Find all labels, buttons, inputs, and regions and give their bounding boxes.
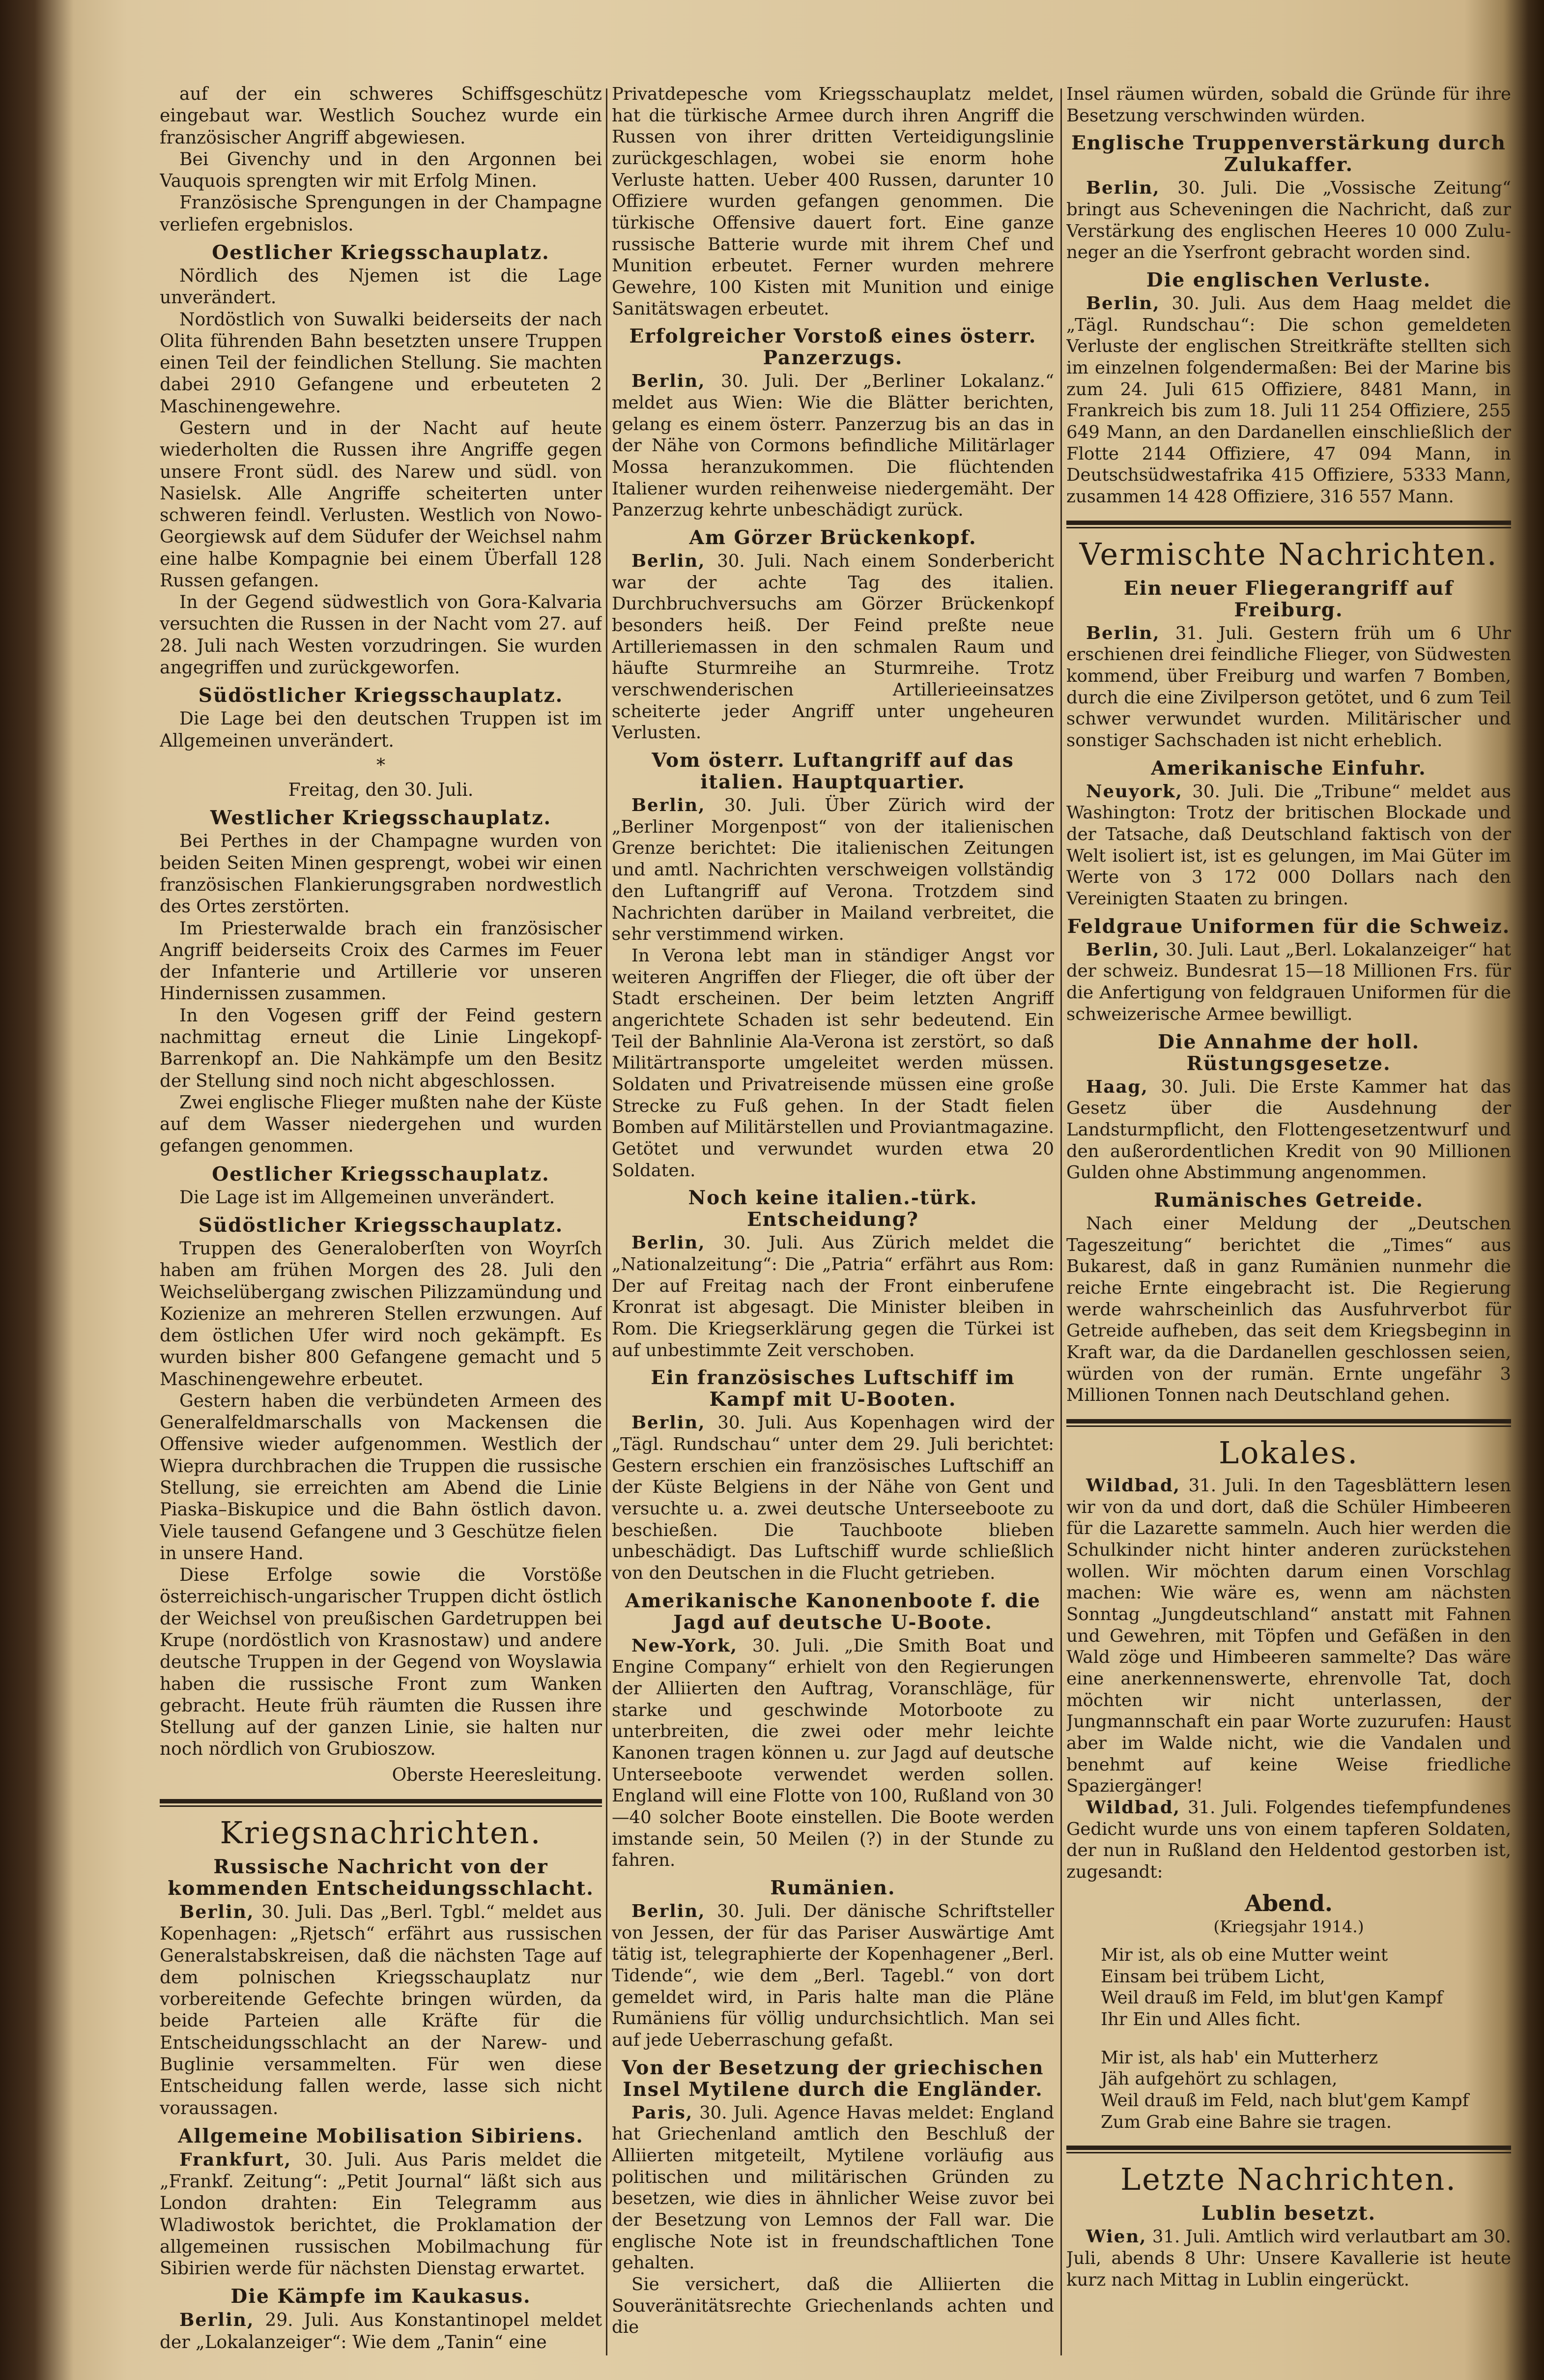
paragraph: In den Vogesen griff der Feind gestern nachmittag erneut die Linie Lingekopf-Barrenkopf an. Die Nahkämpfe um den Besitz der Stellung sind noch nicht abgeschlossen. [160,1005,602,1091]
poem-line: Weil drauß im Feld, im blut'gen Kampf [1101,1988,1443,2008]
paragraph [160,1901,602,2119]
paragraph [612,551,1054,744]
article-heading: Südöstlicher Kriegsschauplatz. [198,1214,564,1237]
paragraph-text: 30. Juli. Die „Tribune“ meldet aus Washington: Trotz der britischen Blockade und der Tatsache, daß Deutschland faktisch von der Welt isoliert ist, ist es gelungen, im Mai Güter im Werte von 3 172 000 Dollars nach den Vereinigten Staaten zu bringen. [1066,781,1511,909]
section-title: Lokales. [1218,1434,1359,1471]
paragraph [1066,293,1511,508]
paragraph-text: 30. Juli. Agence Havas meldet: England hat Griechenland amtlich den Beschluß der Alliierten mitgeteilt, Mytilene vorläufig aus politischen und militärischen Gründen zu besetzen, wie dies in ähnlicher Weise zuvor bei der Besetzung von Lemnos der Fall war. Die englische Note ist in freundschaftlichen Tone gehalten. [612,2102,1054,2273]
place-name: Berlin, [1086,939,1160,960]
poem-subtitle: (Kriegsjahr 1914.) [1213,1917,1364,1937]
article-heading: Oestlicher Kriegsschauplatz. [212,241,550,264]
paragraph-text: 31. Juli. Amtlich wird verlautbart am 30. Juli, abends 8 Uhr: Unsere Kavallerie ist heute kurz nach Mittag in Lublin eingerückt. [1066,2227,1511,2290]
place-name: Haag, [1086,1076,1148,1097]
paragraph [612,1412,1054,1584]
paragraph-text: 30. Juli. Aus Paris meldet die „Frankf. Zeitung“: „Petit Journal“ läßt sich aus London drahten: Ein Telegramm aus Wladiwostok berichtet, die Proklamation der allgemeinen russischen Mobilmachung für Sibirien werde für nächsten Dienstag erwartet. [160,2149,602,2279]
paragraph: In der Gegend südwestlich von Gora-Kalvaria versuchten die Russen in der Nacht vom 27. auf 28. Juli nach Westen vorzudringen. Sie wurden angegriffen und zurückgeworfen. [160,592,602,678]
paragraph: Die Lage ist im Allgemeinen unverändert. [179,1187,555,1208]
paragraph: Sie versichert, daß die Alliierten die Souveränitätsrechte Griechenlands achten und die [612,2274,1054,2338]
section-divider [160,1799,602,1807]
article-heading: Am Görzer Brückenkopf. [689,526,977,550]
paragraph [1066,623,1511,752]
signature: Oberste Heeresleitung. [392,1765,602,1785]
article-heading: Oestlicher Kriegsschauplatz. [212,1162,550,1186]
paragraph-text: 31. Juli. Folgendes tiefempfundenes Gedicht wurde uns von einem tapferen Soldaten, der nun in Rußland den Heldentod gestorben ist, zugesandt: [1066,1797,1511,1882]
paragraph: Bei Perthes in der Champagne wurden von beiden Seiten Minen gesprengt, wobei wir einen französischen Flankierungsgraben nordwestlich des Ortes zerstörten. [160,831,602,917]
paragraph-text: 30. Juli. Die Erste Kammer hat das Gesetz über die Ausdehnung der Landsturmpflicht, den Flottengesetzentwurf und den außerordentlichen Kredit von 90 Millionen Gulden ohne Abstimmung angenommen. [1066,1076,1511,1183]
paragraph-text: 30. Juli. Aus Zürich meldet die „Nationalzeitung“: Die „Patria“ erfährt aus Rom: Der auf Freitag nach der Front einberufene Kronrat ist abgesagt. Die Minister bleiben in Rom. Die Kriegserklärung gegen die Türkei ist auf unbestimmte Zeit verschoben. [612,1233,1054,1361]
article-heading: Rumänisches Getreide. [1154,1189,1424,1212]
paragraph [1066,939,1511,1025]
paragraph: Nach einer Meldung der „Deutschen Tageszeitung“ berichtet die „Times“ aus Bukarest, daß in ganz Rumänien nunmehr die reiche Ernte eingebracht ist. Die Regierung werde wahrscheinlich das Ausfuhrverbot für Getreide aufheben, das seit dem Kriegsbeginn in Kraft war, da die Dardanellen geschlossen seien, würden von der rumän. Ernte ungefähr 3 Millionen Tonnen nach Deutschland gehen. [1066,1213,1511,1406]
paragraph-text: 31. Juli. In den Tagesblättern lesen wir von da und dort, daß die Schüler Himbeeren für die Lazarette sammeln. Auch hier werden die Schulkinder nicht hinter anderen zurückstehen wollen. Wir möchten darum einen Vorschlag machen: Wie wäre es, wenn am nächsten Sonntag „Jungdeutschland“ anstatt mit Fahnen und Gewehren, mit Töpfen und Gefäßen in den Wald zöge und Himbeeren sammelte? Das wäre eine anerkennenswerte, ehrenvolle Tat, doch möchten wir nicht unterlassen, der Jungmannschaft ein paar Worte zuzurufen: Haust aber im Walde nicht, wie die Vandalen und benehmt auf keine Weise friedliche Spaziergänger! [1066,1475,1511,1797]
section-divider [1066,2146,1511,2153]
paragraph: Insel räumen würden, sobald die Gründe für ihre Besetzung verschwinden würden. [1066,84,1511,126]
place-name: Berlin, [631,1901,706,1922]
place-name: Berlin, [1086,178,1160,199]
place-name: Berlin, [179,1901,255,1922]
place-name: New-York, [631,1635,738,1656]
paragraph-text: 30. Juli. Aus dem Haag meldet die „Tägl. Rundschau“: Die schon gemeldeten Verluste der englischen Streitkräfte stellten sich im einzelnen folgendermaßen: Bei der Marine bis zum 24. Juli 615 Offiziere, 8481 Mann, in Frankreich bis zum 18. Juli 11 254 Offiziere, 255 649 Mann, an den Dardanellen einschließlich der Flotte 2144 Offiziere, 47 094 Mann, in Deutschsüdwestafrika 415 Offiziere, 5333 Mann, zusammen 14 428 Offiziere, 316 557 Mann. [1066,293,1511,507]
paragraph-text: 30. Juli. Der „Berliner Lokalanz.“ meldet aus Wien: Wie die Blätter berichten, gelang es einem österr. Panzerzug bis an das in der Nähe von Cormons befindliche Militärlager Mossa heranzukommen. Die flüchtenden Italiener wurden reihenweise niedergemäht. Der Panzerzug kehrte unbeschädigt zurück. [612,371,1054,521]
article-heading: Amerikanische Kanonenboote f. die Jagd auf deutsche U-Boote. [625,1589,1041,1634]
place-name: Berlin, [1086,293,1160,314]
paragraph-text: 30. Juli. Über Zürich wird der „Berliner Morgenpost“ von der italienischen Grenze berichtet: Die italienischen Zeitungen und amtl. Nachrichten verschweigen vollständig den Luftangriff auf Verona. Trotzdem sind Nachrichten darüber in Mailand verbreitet, die sehr verstimmend wirken. [612,795,1054,945]
place-name: Berlin, [631,1233,706,1253]
poem-line: Mir ist, als ob eine Mutter weint [1101,1945,1388,1966]
paragraph: Bei Givenchy und in den Argonnen bei Vauquois sprengten wir mit Erfolg Minen. [160,149,602,192]
place-name: Wildbad, [1086,1475,1181,1496]
poem-line: Einsam bei trübem Licht, [1101,1966,1325,1987]
column-3 [1066,84,1511,2360]
article-heading: Westlicher Kriegsschauplatz. [210,807,552,830]
place-name: Berlin, [631,371,706,392]
place-name: Berlin, [631,1413,706,1433]
paragraph: In Verona lebt man in ständiger Angst vor weiteren Angriffen der Flieger, die oft über der Stadt erscheinen. Der beim letzten Angriff angerichtete Schaden ist sehr bedeutend. Ein Teil der Bahnlinie Ala-Verona ist zerstört, so daß Militärtransporte umgeleitet werden müssen. Soldaten und Privatreisende müssen eine große Strecke zu Fuß gehen. In der Stadt fielen Bomben auf Militärstellen und Proviantmagazine. Getötet und verwundet wurden etwa 20 Soldaten. [612,945,1054,1181]
paragraph: Gestern und in der Nacht auf heute wiederholten die Russen ihre Angriffe gegen unsere Front südl. des Narew und südl. von Nasielsk. Alle Angriffe scheiterten unter schweren feindl. Verlusten. Westlich von Nowo-Georgiewsk auf dem Südufer der Weichsel nahm eine halbe Kompagnie bei einem Überfall 128 Russen gefangen. [160,418,602,591]
paragraph: Die Lage bei den deutschen Truppen ist im Allgemeinen unverändert. [160,709,602,751]
paragraph [612,2102,1054,2274]
article-heading: Feldgraue Uniformen für die Schweiz. [1067,915,1511,938]
paragraph [1066,1076,1511,1184]
poem-title: Abend. [1245,1889,1333,1916]
paragraph: auf der ein schweres Schiffsgeschütz eingebaut war. Westlich Souchez wurde ein französischer Angriff abgewiesen. [160,84,602,148]
article-heading: Englische Truppenverstärkung durch Zulukaffer. [1071,132,1506,176]
paragraph: Französische Sprengungen in der Champagne verliefen ergebnislos. [160,193,602,235]
paragraph [160,2309,602,2353]
article-heading: Allgemeine Mobilisation Sibiriens. [178,2124,584,2148]
paragraph-text: 30. Juli. Nach einem Sonderbericht war der achte Tag des italien. Durchbruchversuchs am Görzer Brückenkopf besonders heiß. Der Feind preßte neue Artilleriemassen in den schmalen Raum und häufte Sturmreihe an Sturmreihe. Trotz verschwenderischen Artillerieeinsatzes scheiterte jeder Angriff unter ungeheuren Verlusten. [612,551,1054,743]
paragraph-text: 30. Juli. Die „Vossische Zeitung“ bringt aus Scheveningen die Nachricht, daß zur Verstärkung des englischen Heeres 10 000 Zulu-neger an die Yserfront gebracht worden sind. [1066,178,1511,263]
paragraph: Im Priesterwalde brach ein französischer Angriff beiderseits Croix des Carmes im Feuer der Infanterie und Artillerie vor unseren Hindernissen zusammen. [160,918,602,1004]
article-heading: Die englischen Verluste. [1146,269,1431,292]
paragraph [612,1901,1054,2051]
column-2 [612,84,1054,2360]
paragraph: Truppen des Generaloberſten von Woyrſch haben am frühen Morgen des 28. Juli den Weichselübergang zwischen Pilizzamündung und Kozienize an mehreren Stellen erzwungen. Auf dem östlichen Ufer wird noch gekämpft. Es wurden bisher 800 Gefangene gemacht und 5 Maschinengewehre erbeutet. [160,1238,602,1390]
place-name: Berlin, [631,551,706,572]
paragraph-text: 30. Juli. Der dänische Schriftsteller von Jessen, der für das Pariser Auswärtige Amt tätig ist, telegraphierte der Kopenhagener „Berl. Tidende“, wie dem „Berl. Tagebl.“ von dort gemeldet wird, in Paris halte man die Pläne Rumäniens für völlig undurchsichtlich. Man sei auf jede Ueberraschung gefaßt. [612,1901,1054,2051]
place-name: Neuyork, [1086,781,1183,802]
article-heading: Von der Besetzung der griechischen Insel Mytilene durch die Engländer. [622,2056,1044,2101]
column-1 [160,84,602,2360]
paragraph [612,1635,1054,1871]
paragraph [1066,2226,1511,2291]
article-heading: Amerikanische Einfuhr. [1151,756,1427,780]
dateline: Freitag, den 30. Juli. [288,780,474,801]
place-name: Frankfurt, [179,2149,292,2170]
paragraph: Privatdepesche vom Kriegsschauplatz meldet, hat die türkische Armee durch ihren Angriff die Russen von ihrer dritten Verteidigungslinie zurückgeschlagen, wobei sie enorm hohe Verluste hatten. Ueber 400 Russen, darunter 10 Offiziere wurden gefangen genommen. Die türkische Offensive dauert fort. Eine ganze russische Batterie wurde mit ihrem Chef und Munition erbeutet. Ferner wurden mehrere Gewehre, 100 Kisten mit Munition und einige Sanitätswagen erbeutet. [612,84,1054,319]
article-heading: Ein französisches Luftschiff im Kampf mit U-Booten. [651,1366,1015,1411]
paragraph-text: 30. Juli. Aus Kopenhagen wird der „Tägl. Rundschau“ unter dem 29. Juli berichtet: Gestern erschien ein französisches Luftschiff an der Küste Belgiens in der Nähe von Gent und versuchte u. a. zwei deutsche Unterseeboote zu beschießen. Die Tauchboote blieben unbeschädigt. Das Luftschiff wurde schließlich von den Deutschen in die Flucht getrieben. [612,1413,1054,1583]
paragraph: Zwei englische Flieger mußten nahe der Küste auf dem Wasser niedergehen und wurden gefangen genommen. [160,1092,602,1157]
section-title: Letzte Nachrichten. [1120,2161,1457,2198]
stanza-gap [1066,2031,1511,2047]
paragraph: Nördlich des Njemen ist die Lage unverändert. [160,265,602,308]
article-heading: Vom österr. Luftangriff auf das italien. Hauptquartier. [652,749,1014,794]
paragraph [1066,1475,1511,1797]
article-heading: Die Annahme der holl. Rüstungsgesetze. [1157,1030,1420,1075]
poem-line: Zum Grab eine Bahre sie tragen. [1101,2112,1392,2132]
paragraph [160,2149,602,2280]
paragraph: Gestern haben die verbündeten Armeen des Generalfeldmarschalls von Mackensen die Offensive wieder aufgenommen. Westlich der Wiepra durchbrachen die Truppen die russische Stellung, sie erreichten am Abend die Linie Piaska–Biskupice und die Bahn östlich davon. Viele tausend Gefangene und 3 Geschütze fielen in unsere Hand. [160,1391,602,1564]
section-divider [1066,521,1511,528]
paragraph-text: 29. Juli. Aus Konstantinopel meldet der „Lokalanzeiger“: Wie dem „Tanin“ eine [160,2310,602,2352]
paragraph-text: 30. Juli. „Die Smith Boat und Engine Company“ erhielt von den Regierungen der Alliierten den Auftrag, Voranschläge, für starke und geschwinde Motorboote zu unterbreiten, die zwei oder mehr leichte Kanonen tragen können u. zur Jagd auf deutsche Unterseeboote verwendet werden sollen. England will eine Flotte von 100, Rußland von 30—40 solcher Boote einstellen. Die Boote werden imstande sein, 50 Meilen (?) in der Stunde zu fahren. [612,1635,1054,1871]
place-name: Wildbad, [1086,1797,1181,1818]
place-name: Berlin, [179,2310,255,2331]
section-divider [1066,1419,1511,1427]
poem-line: Ihr Ein und Alles ficht. [1101,2009,1301,2030]
article-heading: Rumänien. [770,1877,896,1900]
place-name: Paris, [631,2102,693,2123]
section-title: Vermischte Nachrichten. [1079,536,1498,572]
paragraph [1066,1797,1511,1883]
article-heading: Südöstlicher Kriegsschauplatz. [198,684,564,707]
asterisk-divider: * [376,755,385,776]
poem-line: Weil drauß im Feld, nach blut'gem Kampf [1101,2090,1469,2111]
article-heading: Russische Nachricht von der kommenden Entscheidungsschlacht. [168,1855,594,1900]
paragraph [612,371,1054,521]
paragraph-text: 30. Juli. Das „Berl. Tgbl.“ meldet aus Kopenhagen: „Rjetsch“ erfährt aus russischen Generalstabskreisen, daß die nächsten Tage auf dem polnischen Kriegsschauplatz nur vorbereitende Gefechte bringen würden, da beide Parteien alle Kräfte für die Entscheidungsschlacht an der Narew- und Buglinie versammelten. Für wen diese Entscheidung fallen werde, lasse sich nicht voraussagen. [160,1902,602,2119]
article-heading: Ein neuer Fliegerangriff auf Freiburg. [1123,577,1454,621]
paragraph [612,795,1054,945]
article-heading: Die Kämpfe im Kaukasus. [230,2285,531,2308]
article-heading: Noch keine italien.-türk. Entscheidung? [688,1187,978,1231]
poem-line: Mir ist, als hab' ein Mutterherz [1101,2047,1378,2068]
place-name: Wien, [1086,2227,1147,2247]
column-rule [1060,88,1062,2355]
column-rule [606,88,607,2355]
paragraph-text: 31. Juli. Gestern früh um 6 Uhr erschienen drei feindliche Flieger, von Südwesten kommend, über Freiburg und warfen 7 Bomben, durch die eine Zivilperson getötet, und 6 zum Teil schwer verwundet wurden. Militärischer und sonstiger Sachschaden ist nicht erheblich. [1066,623,1511,751]
paragraph [1066,177,1511,263]
place-name: Berlin, [631,795,706,816]
article-heading: Erfolgreicher Vorstoß eines österr. Panzerzugs. [629,325,1037,370]
place-name: Berlin, [1086,623,1160,643]
paragraph: Nordöstlich von Suwalki beiderseits der nach Olita führenden Bahn besetzten unsere Truppen einen Teil der feindlichen Stellung. Sie machten dabei 2910 Gefangene und erbeuteten 2 Maschinengewehre. [160,309,602,417]
section-title: Kriegsnachrichten. [220,1814,542,1851]
paragraph: Diese Erfolge sowie die Vorstöße österreichisch-ungarischer Truppen dicht östlich der Weichsel von preußischen Gardetruppen bei Krupe (nordöstlich von Krasnostaw) und andere deutsche Truppen in der Gegend von Woyslawia haben die russische Front zum Wanken gebracht. Heute früh räumten die Russen ihre Stellung auf der ganzen Linie, sie halten nur noch nördlich von Grubioszow. [160,1565,602,1760]
paragraph [1066,781,1511,910]
paragraph-text: 30. Juli. Laut „Berl. Lokalanzeiger“ hat der schweiz. Bundesrat 15—18 Millionen Frs. für die Anfertigung von feldgrauen Uniformen für die schweizerische Armee bewilligt. [1066,939,1511,1024]
poem-line: Jäh aufgehört zu schlagen, [1101,2069,1338,2090]
article-heading: Lublin besetzt. [1201,2202,1376,2225]
paragraph [612,1232,1054,1361]
